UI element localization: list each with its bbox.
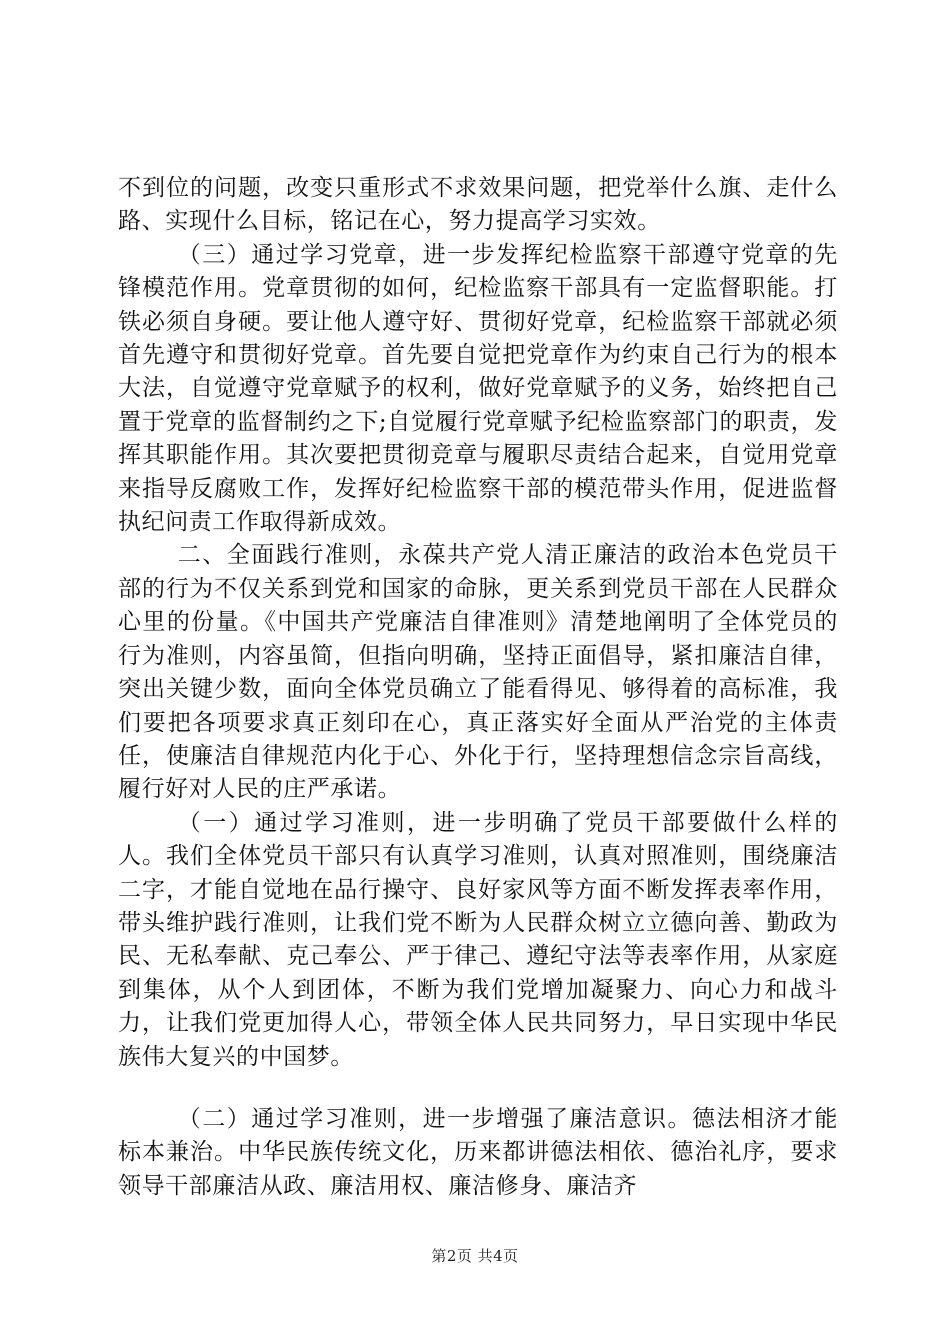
paragraph-part-two: 二、全面践行准则，永葆共产党人清正廉洁的政治本色党员干部的行为不仅关系到党和国家的命脉，更关系到党员干部在人民群众心里的份量。《中国共产党廉洁自律准则》清楚地阐明了全体党员的行为准则，内容虽简，但指向明确，坚持正面倡导，紧扣廉洁自律，突出关键少数，面向全体党员确立了能看得见、够得着的高标准，我们要把各项要求真正刻印在心，真正落实好全面从严治党的主体责任，使廉洁自律规范内化于心、外化于行，坚持理想信念宗旨高线，履行好对人民的庄严承诺。 xyxy=(118,542,838,803)
paragraph-section-one: （一）通过学习准则，进一步明确了党员干部要做什么样的人。我们全体党员干部只有认真学习准则，认真对照准则，围绕廉洁二字，才能自觉地在品行操守、良好家风等方面不断发挥表率作用，带头维护践行准则，让我们党不断为人民群众树立立德向善、勤政为民、无私奉献、克己奉公、严于律己、遵纪守法等表率作用，从家庭到集体，从个人到团体，不断为我们党增加凝聚力、向心力和战斗力，让我们党更加得人心，带领全体人民共同努力，早日实现中华民族伟大复兴的中国梦。 xyxy=(118,809,838,1070)
document-body xyxy=(118,172,838,1203)
paragraph-section-three: （三）通过学习党章，进一步发挥纪检监察干部遵守党章的先锋模范作用。党章贯彻的如何，纪检监察干部具有一定监督职能。打铁必须自身硬。要让他人遵守好、贯彻好党章，纪检监察干部就必须首先遵守和贯彻好党章。首先要自觉把党章作为约束自己行为的根本大法，自觉遵守党章赋予的权利，做好党章赋予的义务，始终把自己置于党章的监督制约之下;自觉履行党章赋予纪检监察部门的职责，发挥其职能作用。其次要把贯彻竞章与履职尽责结合起来，自觉用党章来指导反腐败工作，发挥好纪检监察干部的模范带头作用，促进监督执纪问责工作取得新成效。 xyxy=(118,241,838,536)
paragraph-continuation: 不到位的问题，改变只重形式不求效果问题，把党举什么旗、走什么路、实现什么目标，铭记在心，努力提高学习实效。 xyxy=(118,175,838,235)
paragraph-section-two: （二）通过学习准则，进一步增强了廉洁意识。德法相济才能标本兼治。中华民族传统文化，历来都讲德法相依、德治礼序，要求领导干部廉洁从政、廉洁用权、廉洁修身、廉洁齐 xyxy=(118,1105,838,1199)
page-number-footer: 第2页 共4页 xyxy=(431,1247,519,1265)
